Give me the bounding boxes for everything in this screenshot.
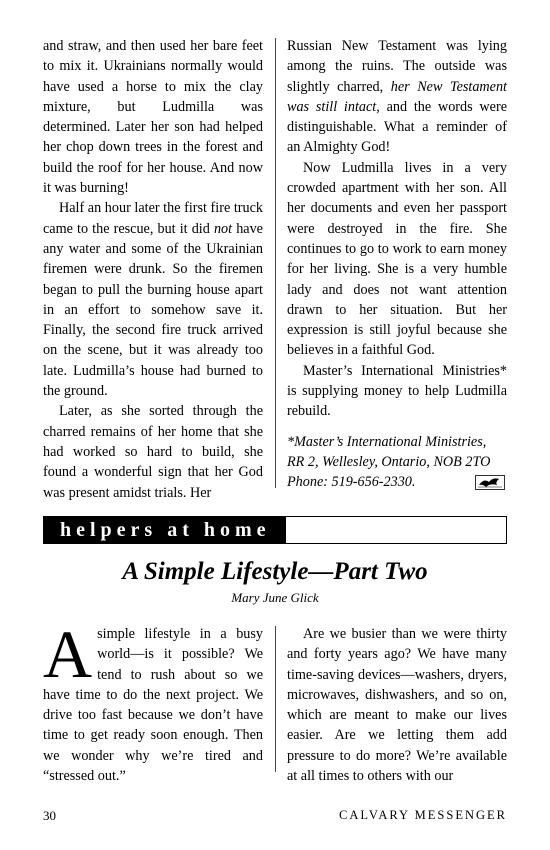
column-divider [275,38,276,488]
drop-cap: A [43,616,93,692]
article-title: A Simple Lifestyle—Part Two [122,558,428,585]
paragraph: Master’s International Ministries* is supplying money to help Ludmilla rebuild. [287,362,507,420]
dove-icon [475,475,505,490]
paragraph: Asimple lifestyle in a busy world—is it possible? We tend to rush about so we have time to do the next project. We drive too fast because we don’t have time to get ready soon enough. Then we wonder why we’re tired and “stressed out.” [43,616,263,785]
top-left-column [43,36,263,503]
section-header [43,516,507,544]
section-label: helpers at home [44,517,286,543]
paragraph: Are we busier than we were thirty and forty years ago? We have many time-saving devices—washers, dryers, microwaves, dishwashers, and so on, which are meant to make our lives easier. Are we letting them add pressure to do more? We’re available at all times to others with our [287,626,507,785]
paragraph: Half an hour later the first fire truck came to the rescue, but it did not have any water and some of the Ukrainian firemen were drunk. So the firemen began to pull the burning house apart in an effort to somehow save it. Finally, the second fire truck arrived on the scene, but it was already too late. Ludmilla’s house had burned to the ground. [43,200,263,400]
top-right-column [287,36,507,493]
paragraph: Later, as she sorted through the charred remains of her home that she had worked so hard to build, she found a wonderful sign that her God was present amidst trials. Her [43,403,263,501]
footnote: *Master’s International Ministries, RR 2, Wellesley, Ontario, NOB 2TO Phone: 519-656-2330. [287,432,507,493]
column-divider [275,626,276,772]
magazine-name: CALVARY MESSENGER [339,808,507,822]
paragraph: and straw, and then used her bare feet to mix it. Ukrainians normally would have used a horse to mix the clay mixture, but Ludmilla was determined. Later her son had helped her chop down trees in the forest and build the roof for her house. And now it was burning! [43,38,263,197]
article-author: Mary June Glick [231,590,319,605]
page-number: 30 [43,808,56,823]
article-left-column [43,616,263,786]
paragraph: Russian New Testament was lying among the ruins. The outside was slightly charred, her New Testament was still intact, and the words were distinguishable. What a reminder of an Almighty God! [287,38,507,156]
article-right-column [287,624,507,786]
paragraph: Now Ludmilla lives in a very crowded apartment with her son. All her documents and even her passport were destroyed in the fire. She continues to go to work to earn money for her living. She is a very humble lady and does not want attention drawn to her situation. But her expression is still joyful because she believes in a faithful God. [287,159,507,359]
